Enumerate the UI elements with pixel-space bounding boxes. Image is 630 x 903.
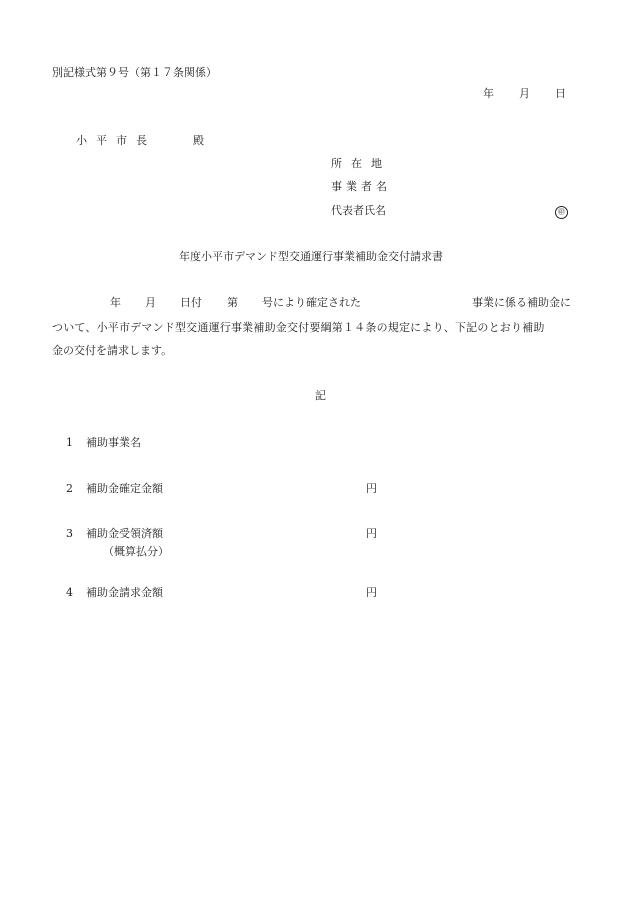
body-confirmed: 号により確定された — [262, 296, 361, 309]
form-reference: 別記様式第９号（第１７条関係） — [52, 66, 217, 79]
body-dated: 日付 — [180, 296, 202, 309]
item-3-unit: 円 — [366, 527, 377, 540]
document-title: 年度小平市デマンド型交通運行事業補助金交付請求書 — [179, 250, 443, 263]
item-3-sublabel: （概算払分） — [103, 545, 169, 558]
item-3-label: 補助金受領済額 — [86, 527, 163, 540]
item-2-label: 補助金確定金額 — [86, 482, 163, 495]
item-1-label: 補助事業名 — [86, 436, 141, 449]
body-line1-end: 事業に係る補助金に — [472, 296, 571, 309]
business-name-label: 事業者名 — [331, 180, 391, 193]
item-4-label: 補助金請求金額 — [86, 586, 163, 599]
ki-heading: 記 — [315, 389, 326, 402]
item-3-number: 3 — [66, 527, 73, 540]
body-month: 月 — [145, 296, 156, 309]
representative-label: 代表者氏名 — [331, 204, 386, 217]
item-4-number: 4 — [66, 586, 73, 599]
item-4-unit: 円 — [366, 586, 377, 599]
addressee-mayor: 小平市長 — [76, 134, 156, 147]
item-1-number: 1 — [66, 436, 73, 449]
item-2-unit: 円 — [366, 482, 377, 495]
body-year: 年 — [110, 296, 121, 309]
seal-mark-icon: ㊞ — [555, 204, 568, 219]
body-line2: ついて、小平市デマンド型交通運行事業補助金交付要綱第１４条の規定により、下記のとおり補助 — [52, 321, 545, 334]
date-month-label: 月 — [519, 87, 530, 100]
addressee-honorific: 殿 — [193, 134, 204, 147]
body-line3: 金の交付を請求します。 — [52, 344, 173, 357]
date-year-label: 年 — [483, 87, 494, 100]
body-number-prefix: 第 — [227, 296, 238, 309]
date-day-label: 日 — [555, 87, 566, 100]
address-label: 所在地 — [331, 157, 391, 170]
item-2-number: 2 — [66, 482, 73, 495]
